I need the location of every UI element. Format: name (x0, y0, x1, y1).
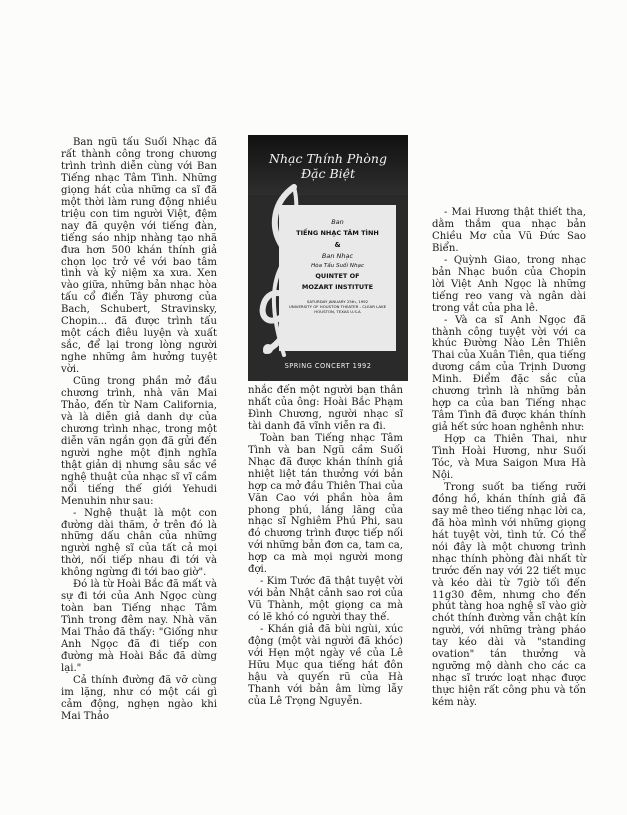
paragraph: - Và ca sĩ Anh Ngọc đã thành công tuyệt vời với ca khúc Đường Nào Lên Thiên Thai của Xuân Tiên, qua tiếng dương cầm của Trịnh Dương Minh. Điểm đặc sắc của chương trình là những bản hợp ca của ban Tiếng nhạc Tâm Tình đã được khán thính giả hết sức hoan nghênh như: (432, 314, 586, 434)
paragraph: - Nghệ thuật là một con đường dài thăm, ở trên đó là những dấu chân của những người nghệ sĩ của tất cả mọi thời, nối tiếp nhau đi tới và không ngừng đi tới bao giờ". (61, 507, 217, 579)
article-column-1 (61, 137, 217, 723)
paragraph: Cũng trong phần mở đầu chương trình, nhà văn Mai Thảo, đến từ Nam California, và là diễn giả danh dự của chương trình nhạc, trong một diễn văn ngắn gọn đã gửi đến người nghe một định nghĩa thật giản dị nhưng sâu sắc về nghệ thuật của nhạc sĩ vĩ cầm nổi tiếng thế giới Yehudi Menuhin như sau: (61, 376, 217, 507)
article-column-3 (432, 207, 586, 709)
paragraph: Ban ngũ tấu Suối Nhạc đã rất thành công trong chương trình trình diễn cùng với Ban Tiếng nhạc Tâm Tình. Những giọng hát của những ca sĩ đã một thời làm rung động nhiều triệu con tim người Việt, đệm nay đã quyện với tiếng đàn, tiếng sáo nhịp nhàng tạo nhã đưa hơn 500 khán thính giả chọn lọc trở về với bao tâm tình và kỷ niệm xa xưa. Xen vào giữa, những bản nhạc hòa tấu cổ điển Tây phương của Bach, Schubert, Stravinsky, Chopin... đã được trình tấu một cách điêu luyện và xuất sắc, để lại trong lòng người nghe những âm hưởng tuyệt vời. (61, 137, 217, 376)
paragraph: Toàn ban Tiếng nhạc Tâm Tình và ban Ngũ cầm Suối Nhạc đã được khán thính giả nhiệt liệt tán thưởng với bản hợp ca mở đầu Thiên Thai của Văn Cao với phần hòa âm phong phú, láng lăng của nhạc sĩ Nghiêm Phú Phi, sau đó chương trình được tiếp nối với những bản đơn ca, tam ca, hợp ca mà mọi người mong đợi. (248, 432, 403, 576)
poster-footer: SPRING CONCERT 1992 (284, 362, 372, 370)
poster-venue (279, 299, 396, 314)
paragraph: Đó là từ Hoài Bắc đã mất và sự đi tới của Anh Ngọc cùng toàn ban Tiếng nhạc Tâm Tình trong đêm nay. Nhà văn Mai Thảo đã thấy: "Giống như Anh Ngọc đã đi tiếp con đường mà Hoài Bắc đã dừng lại." (61, 579, 217, 674)
paragraph: nhắc đến một người bạn thân nhất của ông: Hoài Bắc Phạm Đình Chương, người nhạc sĩ tài danh đã vĩnh viễn ra đi. (248, 385, 403, 432)
paragraph: - Quỳnh Giao, trong nhạc bản Nhạc buồn của Chopin lời Việt Anh Ngọc là những tiếng reo vang và ngân dài trong vắt của pha lê. (432, 254, 586, 314)
paragraph: Hợp ca Thiên Thai, như Tình Hoài Hương, như Suối Tóc, và Mưa Saigon Mưa Hà Nội. (432, 434, 586, 481)
paragraph: - Mai Hương thật thiết tha, dằm thắm qua nhạc bản Chiều Mơ của Vũ Đức Sao Biển. (432, 207, 586, 254)
poster-title-line2: Đặc Biệt (300, 166, 356, 181)
paragraph: Cả thính đường đã vỡ cùng im lặng, như có một cái gì cảm động, nghẹn ngào khi Mai Thảo (61, 674, 217, 722)
article-column-2 (248, 385, 403, 708)
poster-hoa-tau: Hòa Tấu Suối Nhạc (310, 263, 365, 269)
poster-mozart: MOZART INSTITUTE (301, 283, 374, 291)
poster-venue-line1: SATURDAY JANUARY 25th, 1992 (306, 299, 369, 304)
poster-ampersand: & (334, 241, 341, 249)
concert-poster (248, 135, 408, 381)
poster-ban-nhac: Ban Nhạc (321, 252, 354, 260)
paragraph: - Kim Tước đã thật tuyệt vời với bản Nhật cảnh sao rơi của Vũ Thành, một giọng ca mà có lẽ khó có người thay thế. (248, 576, 403, 624)
paragraph: Trong suốt ba tiếng rưỡi đồng hồ, khán thính giả đã say mê theo tiếng nhạc lời ca, đã hòa mình với những giọng hát tuyệt vời, tình tứ. Có thể nói đây là một chương trình nhạc thính phòng đài nhất từ trước đến nay với 22 tiết mục và kéo dài từ 7giờ tối đến 11g30 đêm, nhưng cho đến phút tàng hoa nghệ sĩ vào giờ chót thính đường vẫn chật kín người, với những tràng pháo tay kéo dài và "standing ovation" tán thưởng và ngưỡng mộ dành cho các ca nhạc sĩ trước loạt nhạc được thực hiện rất công phu và tốn kém này. (432, 481, 586, 709)
poster-venue-line3: HOUSTON, TEXAS U.S.A (314, 309, 361, 314)
poster-ban: Ban (331, 218, 344, 226)
poster-quintet: QUINTET OF (315, 272, 360, 280)
poster-title-line1: Nhạc Thính Phòng (269, 151, 387, 166)
poster-card (279, 205, 396, 351)
paragraph: - Khán giả đã bùi ngùi, xúc động (một vài người đã khóc) với Hẹn một ngày về của Lê Hữu Mục qua tiếng hát đôn hậu và quyến rũ của Hà Thanh với bản âm lừng lẫy của Lê Trọng Nguyễn. (248, 624, 403, 707)
poster-venue-line2: UNIVERSITY OF HOUSTON THEATER - CLEAR LAKE (288, 304, 387, 309)
poster-tieng-nhac: TIẾNG NHẠC TÂM TÌNH (296, 229, 379, 237)
poster-title (248, 151, 408, 181)
